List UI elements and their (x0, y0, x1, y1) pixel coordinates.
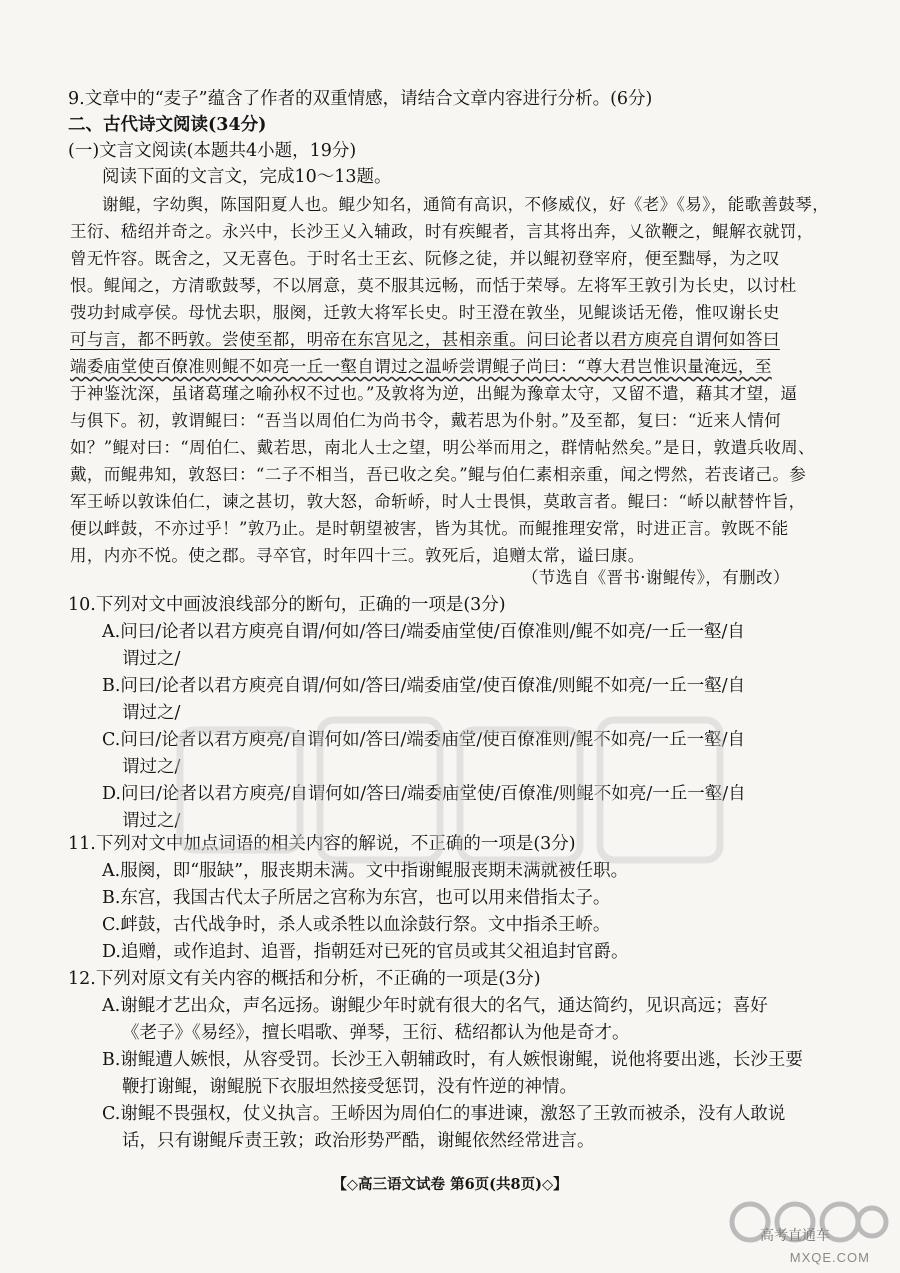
question-stem: 11.下列对文中加点词语的相关内容的解说，不正确的一项是(3分) (68, 834, 576, 854)
watermark-label: MXQE.COM (789, 1250, 870, 1265)
option-d-cont: 谓过之/ (122, 811, 181, 831)
passage-line-wavy: 端委庙堂使百僚准则鲲不如亮一丘一壑自谓过之温峤尝谓鲲子尚曰：“尊大君岂惟识量淹远，至 (70, 357, 772, 376)
passage-line: 可与言，都不眄敦。尝使至都，明帝在东宫见之，甚相亲重。问曰论者以君方庾亮自谓何如答曰 (70, 330, 780, 349)
passage-line: 与俱下。初，敦谓鲲曰：“吾当以周伯仁为尚书令，戴若思为仆射。”及至都，复曰：“近来人情何 (70, 411, 782, 430)
passage-line: 曾无忤容。既舍之，又无喜色。于时名士王玄、阮修之徒，并以鲲初登宰府，便至黜辱，为之叹 (70, 249, 780, 268)
passage-line: 谢鲲，字幼舆，陈国阳夏人也。鲲少知名，通简有高识，不修威仪，好《老》《易》，能歌善鼓琴， (102, 195, 830, 214)
question-9: 9.文章中的“麦子”蕴含了作者的双重情感，请结合文章内容进行分析。(6分) (68, 89, 653, 109)
option-c-cont: 谓过之/ (122, 757, 181, 777)
option-a-cont: 谓过之/ (122, 649, 181, 669)
option-c-cont: 话，只有谢鲲斥责王敦；政治形势严酷，谢鲲依然经常进言。 (122, 1131, 595, 1151)
subsection-heading: (一)文言文阅读(本题共4小题，19分) (68, 141, 357, 161)
option-c: C.问曰/论者以君方庾亮/自谓何如/答曰/端委庙堂/使百僚准则/鲲不如亮/一丘一壑/自 (102, 730, 745, 750)
option-c: C.衅鼓，古代战争时，杀人或杀牲以血涂鼓行祭。文中指杀王峤。 (102, 915, 611, 935)
section-heading: 二、古代诗文阅读(34分) (68, 115, 267, 135)
option-b: B.谢鲲遭人嫉恨，从容受罚。长沙王入朝辅政时，有人嫉恨谢鲲，说他将要出逃，长沙王要 (102, 1050, 803, 1070)
option-d: D.问曰/论者以君方庾亮/自谓何如/答曰/端委庙堂使/百僚准/则鲲不如亮/一丘一壑/自 (102, 784, 746, 804)
passage-line: 王衍、嵇绍并奇之。永兴中，长沙王乂入辅政，时有疾鲲者，言其将出奔，乂欲鞭之，鲲解衣就罚， (70, 222, 814, 241)
option-a: A.谢鲲才艺出众，声名远扬。谢鲲少年时就有很大的名气，通达简约，见识高远；喜好 (102, 996, 768, 1016)
instruction-text: 阅读下面的文言文，完成10～13题。 (102, 167, 392, 187)
passage-line: 戴，而鲲弗知，敦怒曰：“二子不相当，吾已收之矣。”鲲与伯仁素相亲重，闻之愕然，若丧诸己。参 (70, 465, 807, 484)
passage-line: 便以衅鼓，不亦过乎！”敦乃止。是时朝望被害，皆为其忧。而鲲推理安常，时进正言。敦既不能 (70, 519, 789, 538)
question-stem: 10.下列对文中画波浪线部分的断句，正确的一项是(3分) (68, 595, 506, 615)
passage-source: （节选自《晋书·谢鲲传》，有删改） (522, 568, 790, 587)
passage-line: 恨。鲲闻之，方清歌鼓琴，不以屑意，莫不服其远畅，而恬于荣辱。左将军王敦引为长史，以讨杜 (70, 276, 797, 295)
option-a-cont: 《老子》《易经》，擅长唱歌、弹琴，王衍、嵇绍都认为他是奇才。 (122, 1023, 630, 1043)
option-a: A.服阕，即“服缺”，服丧期未满。文中指谢鲲服丧期未满就被任职。 (102, 861, 629, 881)
passage-line: 弢功封咸亭侯。母忧去职，服阕，迁敦大将军长史。时王澄在敦坐，见鲲谈话无倦，惟叹谢长史 (70, 303, 780, 322)
page-footer: 【◇高三语文试卷 第6页(共8页)◇】 (332, 1176, 568, 1193)
option-c: C.谢鲲不畏强权，仗义执言。王峤因为周伯仁的事进谏，激怒了王敦而被杀，没有人敢说 (102, 1104, 786, 1124)
option-b: B.东宫，我国古代太子所居之宫称为东宫，也可以用来借指太子。 (102, 888, 611, 908)
option-b-cont: 谓过之/ (122, 703, 181, 723)
option-b-cont: 鞭打谢鲲，谢鲲脱下衣服坦然接受惩罚，没有忤逆的神情。 (122, 1077, 577, 1097)
passage-line: 军王峤以敦诛伯仁，谏之甚切，敦大怒，命斩峤，时人士畏惧，莫敢言者。鲲曰：“峤以献替忤旨， (70, 492, 806, 511)
question-stem: 12.下列对原文有关内容的概括和分析，不正确的一项是(3分) (68, 969, 541, 989)
passage-line: 如？”鲲对曰：“周伯仁、戴若思，南北人士之望，明公举而用之，群情帖然矣。”是日，敦遣兵收周、 (70, 438, 815, 457)
option-d: D.追赠，或作追封、追晋，指朝廷对已死的官员或其父祖追封官爵。 (102, 942, 629, 962)
passage-line: 用，内亦不悦。使之郡。寻卒官，时年四十三。敦死后，追赠太常，谥曰康。 (70, 546, 645, 565)
corner-watermark (720, 1197, 890, 1267)
option-b: B.问曰/论者以君方庾亮自谓/何如/答曰/端委庙堂/使百僚准/则鲲不如亮/一丘一壑/自 (102, 676, 746, 696)
option-a: A.问曰/论者以君方庾亮自谓/何如/答曰/端委庙堂使/百僚准则/鲲不如亮/一丘一壑/自 (102, 622, 745, 642)
passage-line: 于神鉴沈深，虽诸葛瑾之喻孙权不过也。”及敦将为逆，出鲲为豫章太守，又留不遣，藉其才望，逼 (70, 384, 798, 403)
watermark-small-text: 高考直通车 (760, 1228, 830, 1244)
